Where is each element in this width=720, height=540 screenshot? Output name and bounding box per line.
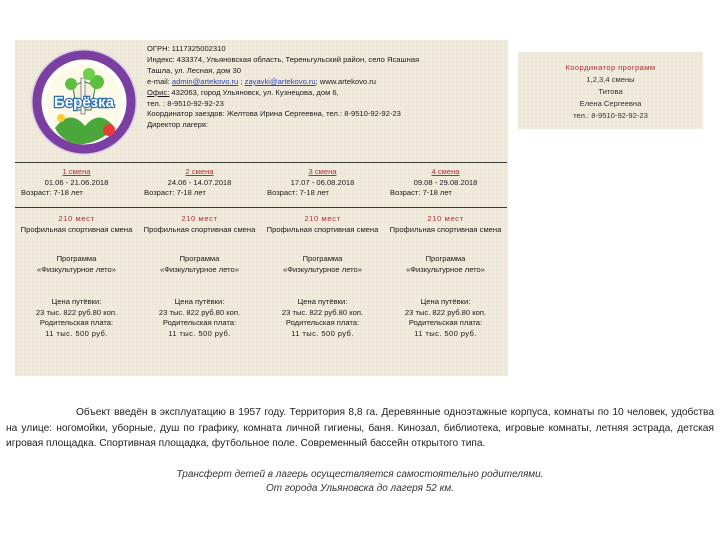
parent-fee-label: Родительская плата: — [285, 318, 360, 327]
program-name: «Физкультурное лето» — [159, 264, 240, 274]
price-label: Цена путёвки: — [174, 297, 225, 306]
shift-name: 4 смена — [431, 167, 460, 176]
shift-type: Профильная спортивная смена — [266, 224, 379, 234]
coordinator-shifts: 1,2,3,4 смены — [586, 75, 635, 84]
shift-places: 210 мест — [181, 214, 218, 223]
shift-dates: 09.08 - 29.08.2018 — [413, 177, 478, 187]
shift-name: 3 смена — [308, 167, 337, 176]
email-zayavki-link[interactable]: zayavki@artekovo.ru — [244, 76, 316, 86]
coordinator-title: Координатор программ — [565, 63, 656, 72]
program-name: «Физкультурное лето» — [405, 264, 486, 274]
program-label: Программа — [179, 254, 220, 263]
parent-fee-value: 11 тыс. 500 руб. — [414, 328, 477, 338]
ogrn-line: ОГРН: 1117325002310 — [147, 44, 226, 53]
program-name: «Физкультурное лето» — [282, 264, 363, 274]
transfer-note — [0, 468, 720, 496]
shift-places: 210 мест — [58, 214, 95, 223]
price-value: 23 тыс. 822 руб.80 коп. — [404, 307, 487, 317]
shift-dates: 01.06 - 21.06.2018 — [44, 177, 109, 187]
shift-name: 2 смена — [185, 167, 214, 176]
shift-column — [261, 162, 384, 339]
main-info-panel — [15, 40, 508, 376]
parent-fee-value: 11 тыс. 500 руб. — [168, 328, 231, 338]
shift-column — [384, 162, 507, 339]
price-value: 23 тыс. 822 руб.80 коп. — [158, 307, 241, 317]
shift-age: Возраст: 7-18 лет — [267, 188, 329, 197]
shift-column — [138, 162, 261, 339]
coordinator-line: Координатор заездов: Желтова Ирина Сергеевна, тел.: 8-9510-92-92-23 — [147, 109, 401, 119]
parent-fee-label: Родительская плата: — [408, 318, 483, 327]
office-line: Офис: 432063, город Ульяновск, ул. Кузнецова, дом 6, — [147, 87, 339, 97]
shift-type: Профильная спортивная смена — [389, 224, 502, 234]
email-admin-link[interactable]: admin@artekovo.ru — [171, 76, 239, 86]
shift-places: 210 мест — [427, 214, 464, 223]
price-label: Цена путёвки: — [51, 297, 102, 306]
shift-dates: 24.06 - 14.07.2018 — [167, 177, 232, 187]
shift-column — [15, 162, 138, 339]
program-label: Программа — [56, 254, 97, 263]
coordinator-phone: тел.: 8-9510-92-92-23 — [573, 111, 648, 120]
director-line: Директор лагеря: — [147, 120, 209, 130]
parent-fee-label: Родительская плата: — [39, 318, 114, 327]
parent-fee-label: Родительская плата: — [162, 318, 237, 327]
program-name: «Физкультурное лето» — [36, 264, 117, 274]
parent-fee-value: 11 тыс. 500 руб. — [45, 328, 108, 338]
price-value: 23 тыс. 822 руб.80 коп. — [281, 307, 364, 317]
coordinator-surname: Титова — [598, 87, 623, 96]
coordinator-name: Елена Сергеевна — [579, 99, 642, 108]
shift-age: Возраст: 7-18 лет — [390, 188, 452, 197]
logo-title: Берёзка — [54, 94, 114, 111]
parent-fee-value: 11 тыс. 500 руб. — [291, 328, 354, 338]
program-label: Программа — [425, 254, 466, 263]
shifts-grid — [15, 162, 508, 339]
email-line: e-mail: admin@artekovo.ru ; zayavki@artekovo.ru; www.artekovo.ru — [147, 76, 377, 86]
phone-line: тел. : 8-9510-92-92-23 — [147, 98, 224, 108]
transfer-line-2: От города Ульяновска до лагеря 52 км. — [266, 483, 454, 494]
shift-type: Профильная спортивная смена — [20, 224, 133, 234]
transfer-line-1: Трансферт детей в лагерь осуществляется самостоятельно родителями. — [176, 469, 544, 480]
camp-header-info — [147, 44, 502, 131]
shift-age: Возраст: 7-18 лет — [21, 188, 83, 197]
shift-name: 1 смена — [62, 167, 91, 176]
price-label: Цена путёвки: — [297, 297, 348, 306]
program-label: Программа — [302, 254, 343, 263]
shift-dates: 17.07 - 06.08.2018 — [290, 177, 355, 187]
birch-logo-icon — [25, 48, 143, 156]
shift-type: Профильная спортивная смена — [143, 224, 256, 234]
shift-places: 210 мест — [304, 214, 341, 223]
program-coordinator-box — [518, 52, 703, 129]
price-label: Цена путёвки: — [420, 297, 471, 306]
facility-description: Объект введён в эксплуатацию в 1957 году. Территория 8,8 га. Деревянные одноэтажные корпуса, комнаты по 10 человек, удобства на улице: ногомойки, уборные, душ по графику, комната личной гигиены, баня. Кинозал, библиотека, игровые комнаты, летняя эстрада, детская игровая площадка. Спортивная площадка, футбольное поле. Современный бассейн открытого типа. — [6, 407, 714, 450]
index-line: Индекс: 433374, Ульяновская область, Тереньгульский район, село Ясашная — [147, 54, 420, 64]
price-value: 23 тыс. 822 руб.80 коп. — [35, 307, 118, 317]
shift-age: Возраст: 7-18 лет — [144, 188, 206, 197]
index-line-2: Ташла, ул. Лесная, дом 30 — [147, 65, 241, 75]
